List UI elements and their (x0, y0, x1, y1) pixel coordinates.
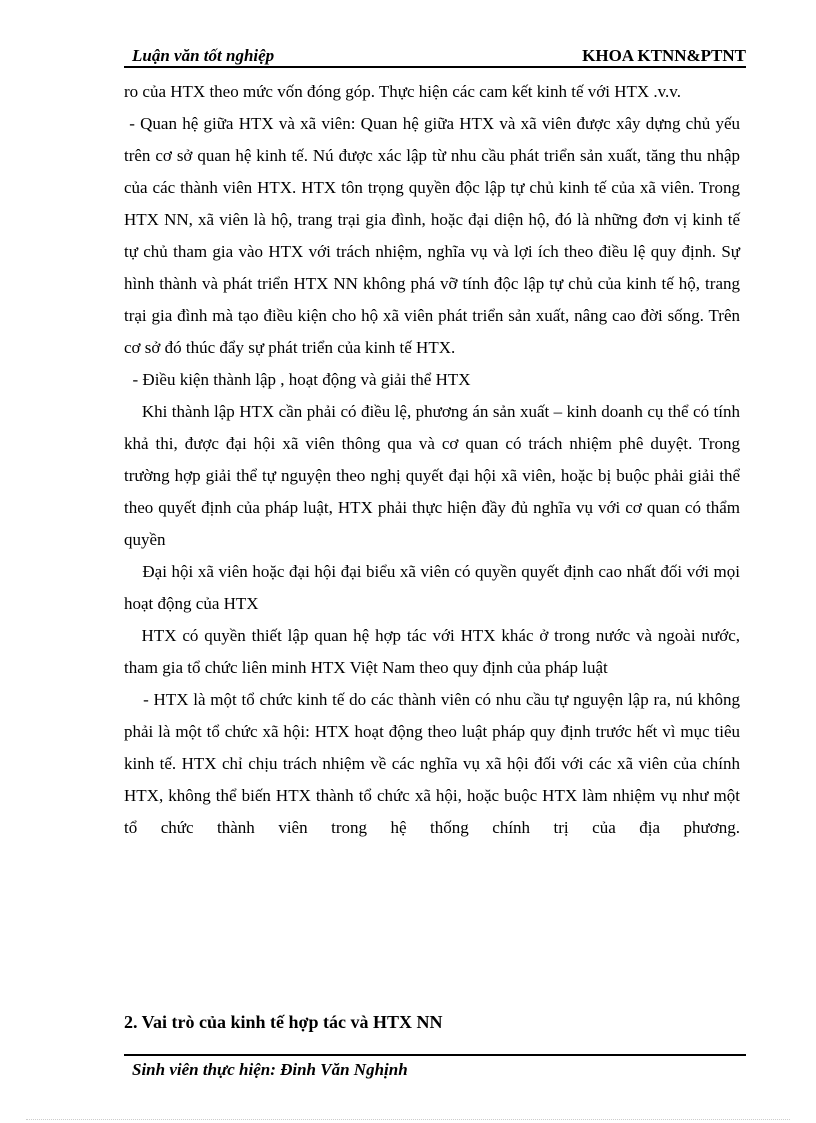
student-name: Sinh viên thực hiện: Đinh Văn Nghịnh (132, 1060, 408, 1079)
thesis-label: Luận văn tốt nghiệp (132, 46, 275, 65)
paragraph: HTX có quyền thiết lập quan hệ hợp tác với HTX khác ở trong nước và ngoài nước, tham gia tổ chức liên minh HTX Việt Nam theo quy định của pháp luật (124, 626, 745, 677)
faculty-label: KHOA KTNN&PTNT (582, 46, 746, 65)
paragraph: Đại hội xã viên hoặc đại hội đại biểu xã viên có quyền quyết định cao nhất đối với mọi hoạt động của HTX (124, 562, 745, 613)
paragraph: - HTX là một tổ chức kinh tế do các thành viên có nhu cầu tự nguyện lập ra, nú không phải là một tổ chức xã hội: HTX hoạt động theo luật pháp quy định trước hết vì mục tiêu kinh tế. HTX chỉ chịu trách nhiệm về các nghĩa vụ xã hội đối với các xã viên của chính HTX, không thể biến HTX thành tổ chức xã hội, hoặc buộc HTX làm nhiệm vụ như một tổ chức thành viên trong hệ thống chính trị của địa phương. (124, 690, 745, 837)
page-header (124, 44, 746, 68)
paragraph: Khi thành lập HTX cần phải có điều lệ, phương án sản xuất – kinh doanh cụ thể có tính khả thi, được đại hội xã viên thông qua và cơ quan có trách nhiệm phê duyệt. Trong trường hợp giải thể tự nguyện theo nghị quyết đại hội xã viên, hoặc bị buộc phải giải thể theo quyết định của pháp luật, HTX phải thực hiện đầy đủ nghĩa vụ với cơ quan có thẩm quyền (124, 402, 745, 549)
body-text (124, 76, 745, 844)
paragraph: - Điều kiện thành lập , hoạt động và giải thể HTX (124, 370, 471, 389)
section-heading: 2. Vai trò của kinh tế hợp tác và HTX NN (124, 1012, 443, 1032)
page-edge-divider (26, 1119, 790, 1120)
paragraph: ro của HTX theo mức vốn đóng góp. Thực hiện các cam kết kinh tế với HTX .v.v. (124, 82, 681, 101)
paragraph: - Quan hệ giữa HTX và xã viên: Quan hệ giữa HTX và xã viên được xây dựng chủ yếu trên cơ sở quan hệ kinh tế. Nú được xác lập từ nhu cầu phát triển sản xuất, tăng thu nhập của các thành viên HTX. HTX tôn trọng quyền độc lập tự chủ kinh tế của xã viên. Trong HTX NN, xã viên là hộ, trang trại gia đình, hoặc đại diện hộ, đó là những đơn vị kinh tế tự chủ tham gia vào HTX với trách nhiệm, nghĩa vụ và lợi ích theo điều lệ quy định. Sự hình thành và phát triển HTX NN không phá vỡ tính độc lập tự chủ của kinh tế hộ, trang trại gia đình mà tạo điều kiện cho hộ xã viên phát triển sản xuất, nâng cao đời sống. Trên cơ sở đó thúc đẩy sự phát triển của kinh tế HTX. (124, 114, 745, 357)
footer-divider (124, 1054, 746, 1056)
